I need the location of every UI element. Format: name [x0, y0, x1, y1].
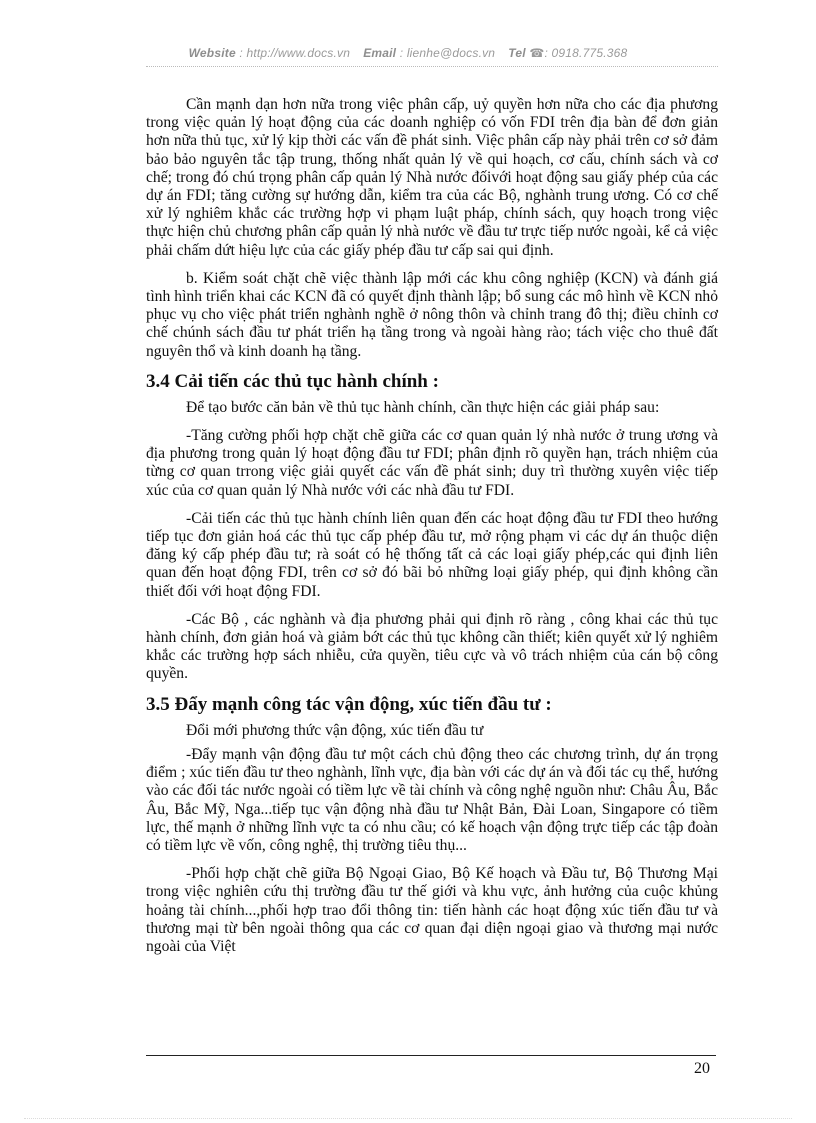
- paragraph-ministries: -Các Bộ , các nghành và địa phương phải qui định rõ ràng , công khai các thủ tục hành chính, đơn giản hoá và giảm bớt các thủ tục không cần thiết; kiên quyết xử lý nghiêm khắc các trường hợp sách nhiễu, cửa quyền, tiêu cực và vô trách nhiệm của cán bộ công quyền.: [146, 610, 718, 683]
- email-label: Email: [363, 46, 397, 60]
- paragraph-promotion-intro: Đổi mới phương thức vận động, xúc tiến đầu tư: [186, 721, 484, 739]
- phone-icon: ☎: [529, 46, 545, 60]
- paragraph-admin-intro: Để tạo bước căn bản về thủ tục hành chính, cần thực hiện các giải pháp sau:: [186, 398, 660, 416]
- paragraph-procedures: -Cải tiến các thủ tục hành chính liên quan đến các hoạt động đầu tư FDI theo hướng tiếp tục đơn giản hoá các thủ tục cấp phép đầu tư, mở rộng phạm vi các dự án thuộc diện đăng ký cấp phép đầu tư; rà soát có hệ thống tất cả các loại giấy phép,các qui định liên quan đến hoạt động FDI, trên cơ sở đó bãi bỏ những loại giấy phép, qui định không cần thiết đối với hoạt động FDI.: [146, 509, 718, 600]
- website-value[interactable]: : http://www.docs.vn: [239, 46, 351, 60]
- page-bottom-border: [24, 1118, 792, 1119]
- email-value[interactable]: : lienhe@docs.vn: [399, 46, 496, 60]
- section-heading-3-5: 3.5 Đẩy mạnh công tác vận động, xúc tiến đầu tư :: [146, 693, 552, 715]
- section-heading-3-4: 3.4 Cải tiến các thủ tục hành chính :: [146, 370, 439, 392]
- website-label: Website: [188, 46, 236, 60]
- paragraph-coordination: -Tăng cường phối hợp chặt chẽ giữa các cơ quan quản lý nhà nước ở trung ương và địa phương trong quản lý hoạt động đầu tư FDI; phân định rõ quyền hạn, trách nhiệm của từng cơ quan trrong việc giải quyết các vấn đề phát sinh; duy trì thường xuyên việc tiếp xúc của cơ quan quản lý Nhà nước với các nhà đầu tư FDI.: [146, 427, 718, 499]
- paragraph-ministry-coordination: -Phối hợp chặt chẽ giữa Bộ Ngoại Giao, Bộ Kế hoạch và Đầu tư, Bộ Thương Mại trong việc nghiên cứu thị trường đầu tư thế giới và khu vực, ảnh hưởng của cuộc khủng hoảng tài chính...,phối hợp trao đổi thông tin: tiến hành các hoạt động xúc tiến đầu tư và thương mại từ bên ngoài thông qua các cơ quan đại diện ngoại giao và thương mại nước ngoài của Việt: [146, 865, 718, 955]
- document-body: [146, 96, 718, 966]
- tel-value: : 0918.775.368: [544, 46, 628, 60]
- page-header: [0, 46, 816, 60]
- paragraph-decentralization: Cần mạnh dạn hơn nữa trong việc phân cấp, uỷ quyền hơn nữa cho các địa phương trong việc quản lý hoạt động của các doanh nghiệp có vốn FDI trên địa bàn để đơn giản hơn nữa thủ tục, xử lý kịp thời các vấn đề phát sinh. Việc phân cấp này phải trên cơ sở đảm bảo bảo nguyên tắc tập trung, thống nhất quản lý về qui hoạch, cơ cấu, chính sách và cơ chế; trong đó chú trọng phân cấp quản lý Nhà nước đốivới hoạt động sau giấy phép của các dự án FDI; tăng cường sự hướng dẫn, kiểm tra của các Bộ, nghành trung ương. Có cơ chế xử lý nghiêm khắc các trường hợp vi phạm luật pháp, chính sách, quy hoạch trong việc thực hiện chủ chương phân cấp quản lý nhà nước về đầu tư trực tiếp nước ngoài, kể cả việc phải chấm dứt hiệu lực của các giấy phép đầu tư cấp sai qui định.: [146, 96, 718, 259]
- footer-divider: [146, 1055, 716, 1056]
- tel-label: Tel: [508, 46, 526, 60]
- header-divider: [146, 66, 718, 67]
- page-number: 20: [694, 1060, 710, 1077]
- paragraph-industrial-zones: b. Kiểm soát chặt chẽ việc thành lập mới các khu công nghiệp (KCN) và đánh giá tình hình triển khai các KCN đã có quyết định thành lập; bổ sung các mô hình về KCN nhỏ phục vụ cho việc phát triển nghành nghề ở nông thôn và chỉnh trang đô thị; điều chỉnh cơ chế chúnh sách đầu tư phát triển hạ tầng trong và ngoài hàng rào; tách việc cho thuê đất nguyên thổ và kinh doanh hạ tầng.: [146, 269, 718, 360]
- paragraph-investment-promotion: -Đẩy mạnh vận động đầu tư một cách chủ động theo các chương trình, dự án trọng điểm ; xúc tiến đầu tư theo nghành, lĩnh vực, địa bàn với các dự án và đối tác cụ thể, hướng vào các đối tác nước ngoài có tiềm lực về tài chính và công nghệ nguồn như: Châu Âu, Bắc Âu, Bắc Mỹ, Nga...tiếp tục vận động nhà đầu tư Nhật Bản, Đài Loan, Singapore có tiềm lực, thế mạnh ở những lĩnh vực ta có nhu cầu; có kế hoạch vận động trực tiếp các tập đoàn có tiềm lực về vốn, công nghệ, thị trường tiêu thụ...: [146, 745, 718, 854]
